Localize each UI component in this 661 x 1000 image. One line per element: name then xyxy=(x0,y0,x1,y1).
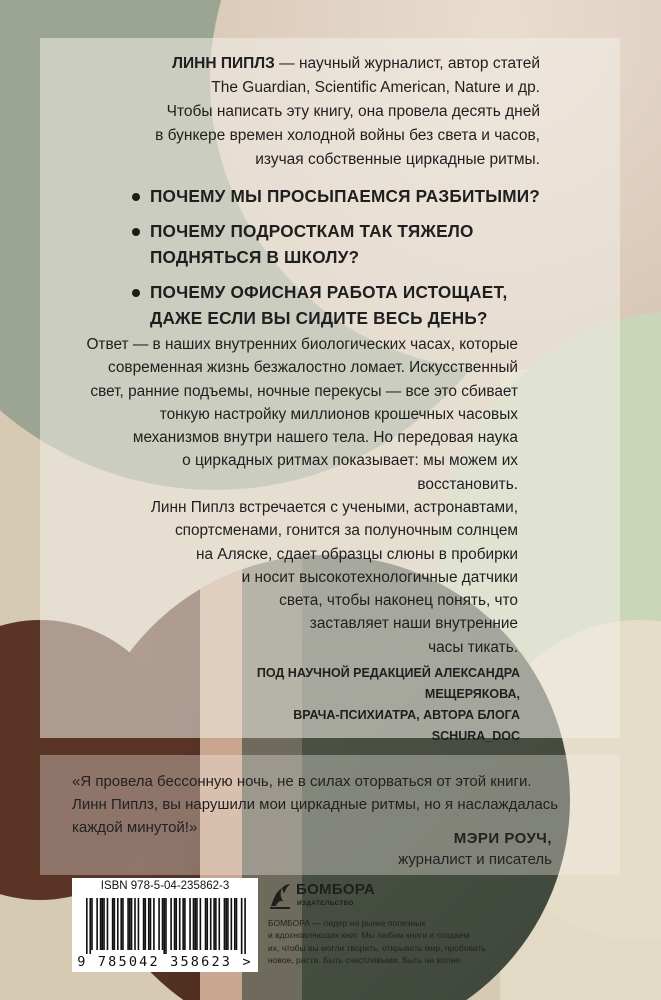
barcode-bar xyxy=(241,898,243,954)
paragraph-line: тонкую настройку миллионов крошечных часовых xyxy=(159,405,518,423)
question-item xyxy=(132,279,602,332)
bio-line: в бункере времен холодной войны без света и часов, xyxy=(155,127,540,144)
barcode-bar xyxy=(205,898,207,950)
barcode-bar xyxy=(120,898,122,950)
barcode-bar xyxy=(179,898,181,950)
barcode-bar xyxy=(117,898,119,950)
barcode-bar xyxy=(96,898,98,950)
quote-line: каждой минутой!» xyxy=(72,819,198,836)
paragraph-line: механизмов внутри нашего тела. Но передовая наука xyxy=(132,429,518,447)
publisher-sub: ИЗДАТЕЛЬСТВО xyxy=(297,900,354,907)
barcode-bar xyxy=(225,898,227,950)
barcode-bar xyxy=(218,898,220,950)
questions-list xyxy=(132,183,602,340)
quote-author-role: журналист и писатель xyxy=(398,851,552,868)
barcode-bar xyxy=(148,898,150,950)
question-text: ПОЧЕМУ ОФИСНАЯ РАБОТА ИСТОЩАЕТ, xyxy=(150,281,508,302)
editor-credit xyxy=(190,663,520,747)
barcode-bar xyxy=(194,898,196,950)
barcode-bar xyxy=(100,898,102,950)
question-text: ПОЧЕМУ МЫ ПРОСЫПАЕМСЯ РАЗБИТЫМИ? xyxy=(150,186,540,206)
barcode-bar xyxy=(103,898,105,950)
bio-line: — научный журналист, автор статей xyxy=(274,55,540,72)
barcode-bar xyxy=(91,898,93,950)
paragraph-line: современная жизнь безжалостно ломает. Искусственный xyxy=(108,359,518,377)
barcode-bar xyxy=(213,898,215,950)
barcode-bar xyxy=(86,898,88,954)
publisher-logo xyxy=(268,880,378,910)
barcode-bar xyxy=(224,898,226,950)
paragraph-line: заставляет наши внутренние xyxy=(309,615,518,633)
barcode-bar xyxy=(210,898,212,950)
question-item xyxy=(132,183,602,210)
barcode-bar xyxy=(189,898,191,950)
publisher-blurb xyxy=(268,917,518,967)
barcode-bar xyxy=(200,898,202,950)
paragraph-line: спортсменами, гонится за полуночным солнцем xyxy=(174,522,518,540)
isbn-label: ISBN 978-5-04-235862-3 xyxy=(100,880,230,892)
barcode-bar xyxy=(131,898,133,950)
barcode-bar xyxy=(174,898,176,950)
barcode-bar xyxy=(144,898,146,950)
barcode-bar xyxy=(134,898,136,950)
barcode-bar xyxy=(165,898,167,954)
paragraph-line: на Аляске, сдает образцы слюны в пробирки xyxy=(195,545,518,563)
bullet-icon xyxy=(132,228,140,236)
barcode-bar xyxy=(138,898,140,950)
publisher-name: БОМБОРА xyxy=(296,881,376,898)
paragraph-line: Ответ — в наших внутренних биологических часах, которые xyxy=(86,336,518,353)
barcode-bar xyxy=(206,898,208,950)
barcode-bar xyxy=(158,898,160,950)
paragraph-line: восстановить. xyxy=(417,475,518,493)
barcode-bar xyxy=(153,898,155,950)
quote-line: Линн Пиплз, вы нарушили мои циркадные ритмы, но я наслаждалась xyxy=(72,796,559,813)
bombora-wave-icon xyxy=(268,880,292,910)
barcode-bar xyxy=(114,898,116,950)
paragraph-line: часы тикать. xyxy=(428,638,518,656)
quote-line: «Я провела бессонную ночь, не в силах оторваться от этой книги. xyxy=(72,773,532,790)
editor-line: ПОД НАУЧНОЙ РЕДАКЦИЕЙ АЛЕКСАНДРА МЕЩЕРЯКОВА, xyxy=(256,666,520,701)
barcode-bar xyxy=(193,898,195,950)
publisher-line: их, чтобы вы могли творить, открывать мир, пробовать xyxy=(268,942,486,953)
barcode-bar xyxy=(89,898,91,954)
publisher-line: БОМБОРА — лидер на рынке полезных xyxy=(268,918,426,928)
paragraph-line: и носит высокотехнологичные датчики xyxy=(241,568,518,586)
barcode-bar xyxy=(227,898,229,950)
isbn-number: 9 785042 358623 > xyxy=(77,954,253,970)
barcode-bar xyxy=(101,898,103,950)
barcode-bar xyxy=(236,898,238,950)
barcode-bar xyxy=(112,898,114,950)
barcode-bar xyxy=(162,898,164,950)
paragraph-line: света, чтобы наконец понять, что xyxy=(279,592,518,610)
question-item xyxy=(132,218,602,271)
publisher-line: и вдохновляющих книг. Мы любим книги и создаем xyxy=(268,930,470,941)
barcode-bar xyxy=(215,898,217,950)
question-text: ПОЧЕМУ ПОДРОСТКАМ ТАК ТЯЖЕЛО xyxy=(150,220,474,241)
editor-line: ВРАЧА-ПСИХИАТРА, АВТОРА БЛОГА xyxy=(293,708,520,722)
barcode-bar xyxy=(234,898,236,950)
barcode-bar xyxy=(127,898,129,950)
publisher-line: новое, расти. Быть счастливыми. Быть на волне. xyxy=(268,955,463,966)
quote-author-name: МЭРИ РОУЧ, xyxy=(453,830,552,847)
bio-line: изучая собственные циркадные ритмы. xyxy=(255,151,540,168)
quote-author xyxy=(340,828,552,870)
barcode-bar xyxy=(175,898,177,950)
description-paragraph xyxy=(58,333,518,496)
bullet-icon xyxy=(132,193,140,201)
paragraph-line: Линн Пиплз встречается с учеными, астронавтами, xyxy=(150,499,518,516)
isbn-barcode xyxy=(72,878,258,972)
barcode-bar xyxy=(163,898,165,954)
barcode-bar xyxy=(244,898,246,954)
barcode-icon xyxy=(86,898,246,954)
barcode-bar xyxy=(196,898,198,950)
barcode-bar xyxy=(129,898,131,950)
barcode-bar xyxy=(184,898,186,950)
author-name: ЛИНН ПИПЛЗ xyxy=(172,55,275,72)
barcode-bar xyxy=(150,898,152,950)
bio-line: Чтобы написать эту книгу, она провела десять дней xyxy=(166,103,540,120)
bullet-icon xyxy=(132,289,140,297)
barcode-bar xyxy=(231,898,233,950)
question-text: ДАЖЕ ЕСЛИ ВЫ СИДИТЕ ВЕСЬ ДЕНЬ? xyxy=(150,308,488,328)
author-bio xyxy=(100,52,540,172)
paragraph-line: о циркадных ритмах показывает: мы можем их xyxy=(182,452,518,470)
barcode-bar xyxy=(143,898,145,950)
bio-line: The Guardian, Scientific American, Nature и др. xyxy=(211,79,540,96)
barcode-bar xyxy=(107,898,109,950)
barcode-bar xyxy=(122,898,124,950)
barcode-bar xyxy=(170,898,172,950)
question-text: ПОДНЯТЬСЯ В ШКОЛУ? xyxy=(150,247,360,267)
paragraph-line: свет, ранние подъемы, ночные перекусы — все это сбивает xyxy=(90,382,518,400)
editor-line: SCHURA_DOC xyxy=(431,729,520,743)
barcode-bar xyxy=(182,898,184,950)
description-paragraph-2 xyxy=(58,496,518,659)
